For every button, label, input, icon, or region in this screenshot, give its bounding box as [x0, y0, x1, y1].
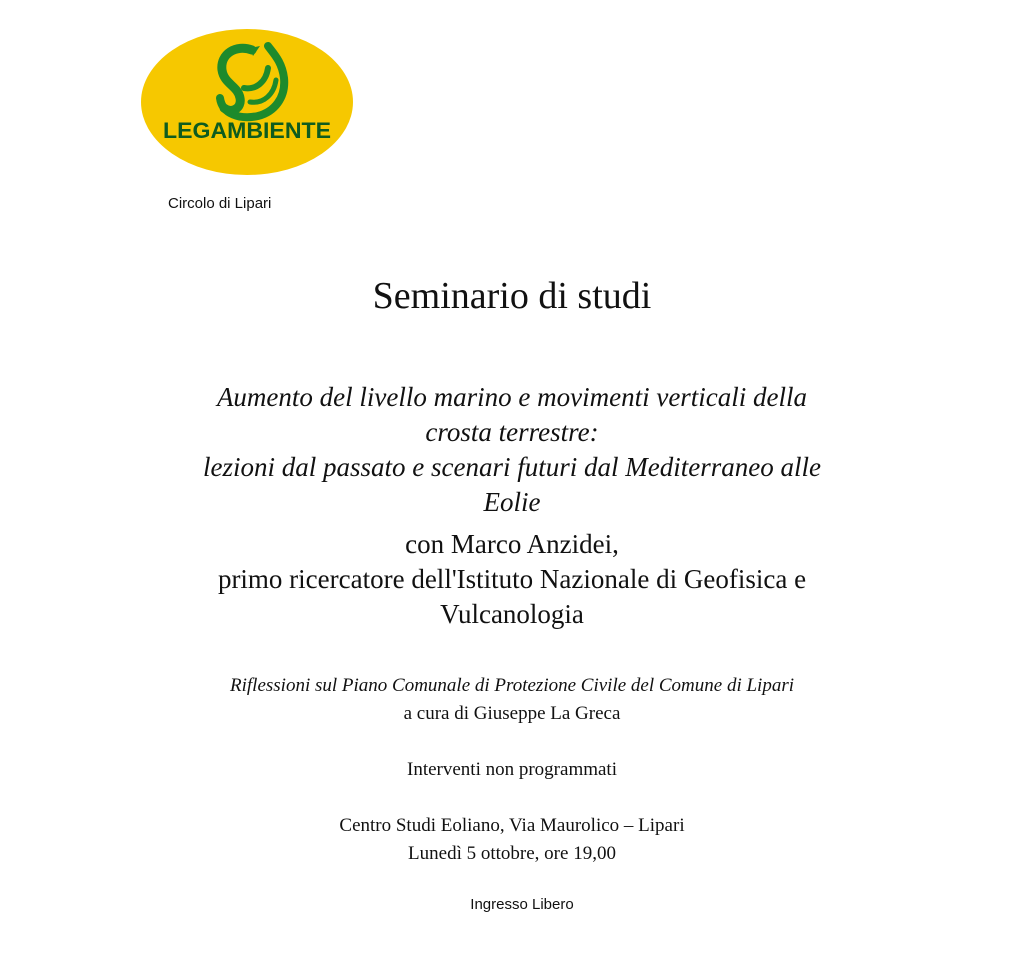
interventi-text: Interventi non programmati [407, 759, 617, 780]
speaker-line: Vulcanologia [440, 599, 584, 629]
subtitle-line: Aumento del livello marino e movimenti verticali della [216, 382, 808, 412]
logo-text: LEGAMBIENTE [163, 118, 331, 143]
subtitle-line: Eolie [483, 487, 541, 517]
legambiente-logo [140, 28, 354, 176]
seminar-subtitle [0, 380, 1024, 520]
speaker-line: con Marco Anzidei, [405, 529, 619, 559]
subtitle-line: crosta terrestre: [425, 417, 599, 447]
riflessioni-title: Riflessioni sul Piano Comunale di Protezione Civile del Comune di Lipari [230, 675, 794, 696]
subtitle-line: lezioni dal passato e scenari futuri dal Mediterraneo alle [203, 452, 821, 482]
circolo-label: Circolo di Lipari [168, 195, 272, 212]
page-title: Seminario di studi [372, 275, 652, 317]
venue-place: Centro Studi Eoliano, Via Maurolico – Lipari [339, 815, 685, 836]
venue-date: Lunedì 5 ottobre, ore 19,00 [408, 843, 616, 864]
ingresso-text: Ingresso Libero [470, 896, 574, 913]
speaker-block [0, 527, 1024, 632]
speaker-line: primo ricercatore dell'Istituto Nazionale di Geofisica e [217, 564, 807, 594]
riflessioni-curator: a cura di Giuseppe La Greca [403, 703, 621, 724]
